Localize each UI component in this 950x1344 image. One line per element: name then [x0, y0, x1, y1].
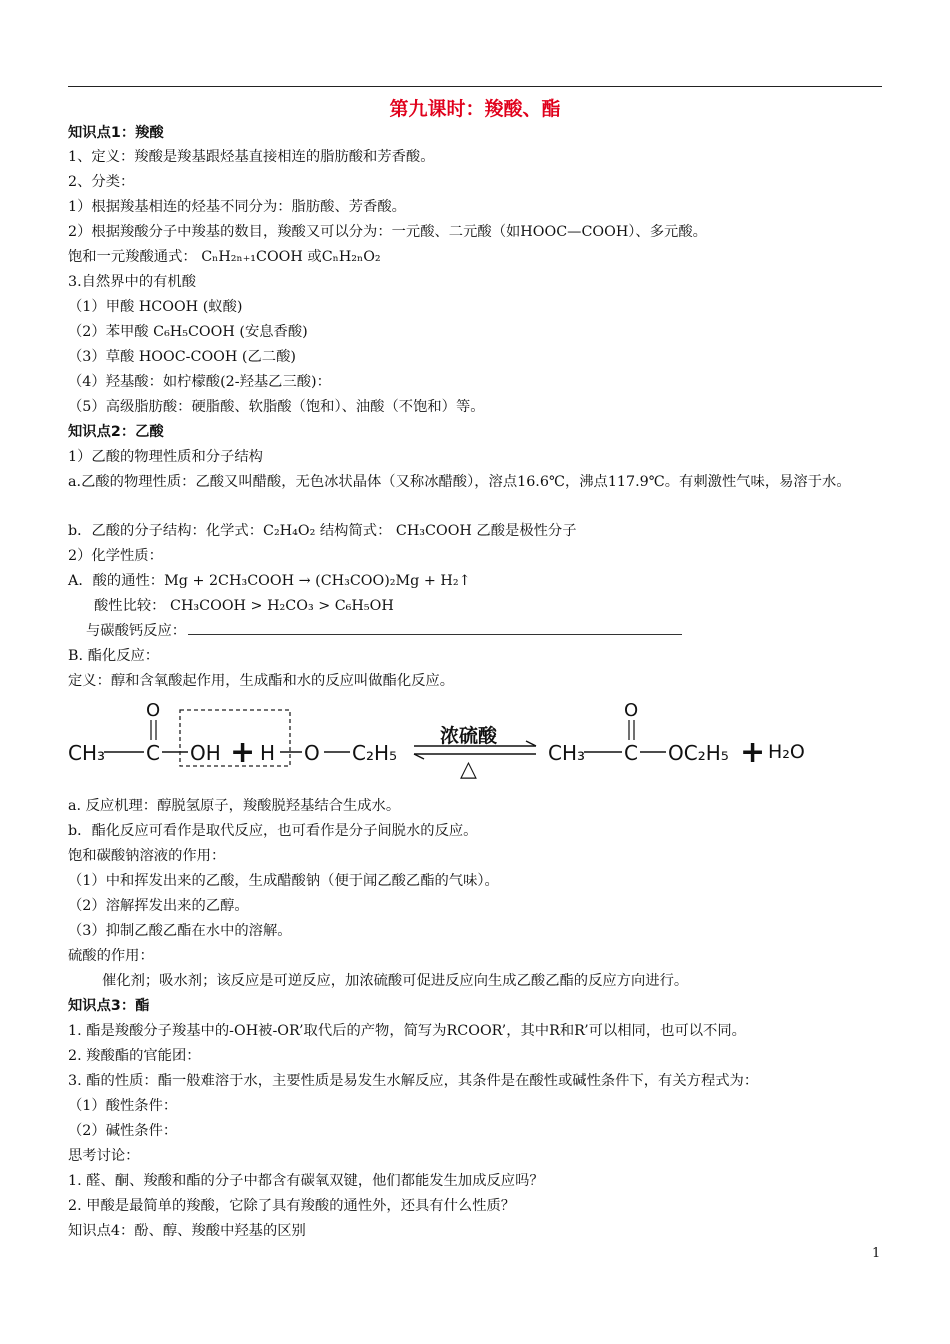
eq-ch3-left: CH₃ — [68, 741, 106, 765]
text-line: （4）羟基酸：如柠檬酸(2-羟基乙三酸)： — [68, 374, 331, 390]
eq-ethoxy: OC₂H₅ — [668, 741, 729, 765]
text-line: 3. 酯的性质：酯一般难溶于水，主要性质是易发生水解反应，其条件是在酸性或碱性条件下，有关方程式为： — [68, 1073, 759, 1089]
text-line: （2）苯甲酸 C₆H₅COOH (安息香酸) — [68, 324, 308, 340]
text-line: 1. 酯是羧酸分子羧基中的-OH被-OR’取代后的产物，简写为RCOOR’，其中R和R’可以相同，也可以不同。 — [68, 1023, 746, 1039]
text-line: a. 反应机理：醇脱氢原子，羧酸脱羟基结合生成水。 — [68, 798, 401, 814]
eq-hydroxyl: OH — [190, 741, 221, 765]
eq-carbon-1: C — [146, 741, 160, 765]
text-paragraph: a.乙酸的物理性质：乙酸又叫醋酸，无色冰状晶体（又称冰醋酸），溶点16.6℃，沸点117.9℃。有刺激性气味，易溶于水。 — [68, 474, 851, 490]
eq-forward-arrowhead — [526, 741, 536, 746]
text-line: （5）高级脂肪酸：硬脂酸、软脂酸（饱和）、油酸（不饱和）等。 — [68, 399, 485, 415]
text-line: 1）根据羧基相连的烃基不同分为：脂肪酸、芳香酸。 — [68, 199, 406, 215]
text-line: 知识点4：酚、醇、羧酸中羟基的区别 — [68, 1223, 306, 1239]
text-line: 2. 羧酸酯的官能团： — [68, 1048, 201, 1064]
eq-carbon-3: C — [624, 741, 638, 765]
eq-ch3-right: CH₃ — [548, 741, 586, 765]
fill-in-label: 与碳酸钙反应： — [86, 623, 187, 639]
text-line: （3）抑制乙酸乙酯在水中的溶解。 — [68, 923, 292, 939]
text-line: 思考讨论： — [68, 1148, 140, 1164]
text-line: 催化剂；吸水剂；该反应是可逆反应，加浓硫酸可促进反应向生成乙酸乙酯的反应方向进行。 — [102, 973, 689, 989]
eq-oxygen-2: O — [304, 741, 320, 765]
eq-oxygen-top-2: O — [624, 700, 639, 721]
text-line: b．乙酸的分子结构：化学式：C₂H₄O₂ 结构简式： CH₃COOH 乙酸是极性分子 — [68, 523, 577, 539]
text-line: （1）甲酸 HCOOH (蚁酸) — [68, 299, 243, 315]
eq-ethyl: C₂H₅ — [352, 741, 398, 765]
text-line: 1. 醛、酮、羧酸和酯的分子中都含有碳氧双键，他们都能发生加成反应吗？ — [68, 1173, 544, 1189]
text-line: 2）化学性质： — [68, 548, 163, 564]
text-line: 1）乙酸的物理性质和分子结构 — [68, 449, 263, 465]
esterification-equation — [62, 690, 822, 790]
text-line: 饱和碳酸钠溶液的作用： — [68, 848, 226, 864]
text-line: （1）酸性条件： — [68, 1098, 178, 1114]
eq-plus-1: + — [230, 735, 256, 770]
eq-catalyst: 浓硫酸 — [440, 725, 498, 747]
text-line: （2）溶解挥发出来的乙醇。 — [68, 898, 249, 914]
text-line: b．酯化反应可看作是取代反应，也可看作是分子间脱水的反应。 — [68, 823, 478, 839]
text-line: （2）碱性条件： — [68, 1123, 178, 1139]
header-rule — [68, 86, 882, 87]
section-heading-1: 知识点1：羧酸 — [68, 125, 164, 141]
text-line: 饱和一元羧酸通式： CₙH₂ₙ₊₁COOH 或CₙH₂ₙO₂ — [68, 249, 381, 265]
page-number: 1 — [872, 1246, 881, 1261]
text-line: 3.自然界中的有机酸 — [68, 274, 197, 290]
eq-reverse-arrowhead — [414, 754, 424, 759]
text-line: （3）草酸 HOOC-COOH (乙二酸) — [68, 349, 296, 365]
eq-heat: △ — [460, 757, 477, 782]
text-line: B. 酯化反应： — [68, 648, 160, 664]
text-line: A．酸的通性：Mg + 2CH₃COOH → (CH₃COO)₂Mg + H₂↑ — [68, 573, 471, 589]
eq-hydrogen: H — [260, 741, 276, 765]
text-line: 2、分类： — [68, 174, 135, 190]
section-heading-3: 知识点3：酯 — [68, 998, 150, 1014]
section-heading-2: 知识点2：乙酸 — [68, 424, 164, 440]
text-line: 1、定义：羧酸是羧基跟烃基直接相连的脂肪酸和芳香酸。 — [68, 149, 435, 165]
answer-blank[interactable] — [188, 620, 682, 635]
text-line: （1）中和挥发出来的乙酸，生成醋酸钠（便于闻乙酸乙酯的气味）。 — [68, 873, 499, 889]
page-title: 第九课时：羧酸、酯 — [389, 98, 561, 120]
eq-water: H₂O — [768, 741, 805, 763]
eq-oxygen-top-1: O — [146, 700, 161, 721]
text-line: 2. 甲酸是最简单的羧酸，它除了具有羧酸的通性外，还具有什么性质？ — [68, 1198, 516, 1214]
text-line: 2）根据羧酸分子中羧基的数目，羧酸又可以分为：一元酸、二元酸（如HOOC—COOH）、多元酸。 — [68, 224, 707, 240]
text-line: 硫酸的作用： — [68, 948, 154, 964]
fill-in-line — [86, 620, 906, 642]
text-line: 定义：醇和含氧酸起作用，生成酯和水的反应叫做酯化反应。 — [68, 673, 455, 689]
text-line: 酸性比较： CH₃COOH > H₂CO₃ > C₆H₅OH — [94, 598, 394, 614]
eq-plus-2: + — [740, 735, 766, 770]
